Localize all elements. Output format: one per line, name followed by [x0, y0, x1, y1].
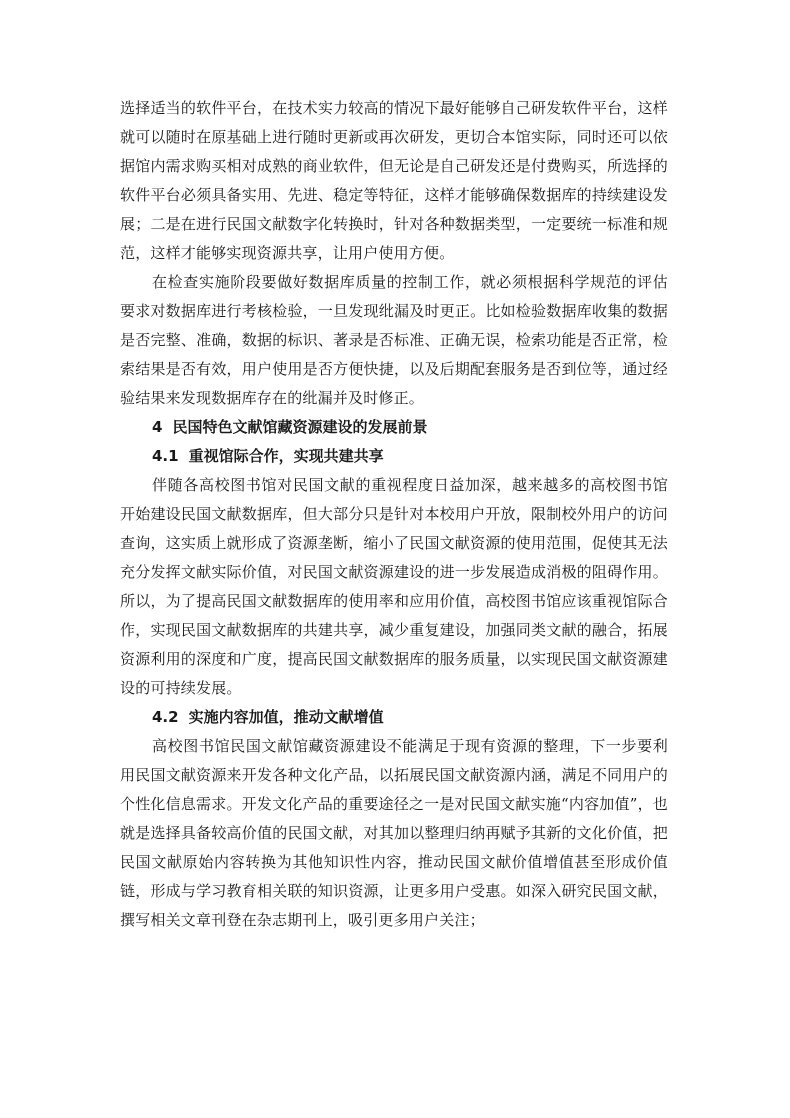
subsection-number: 4.1: [152, 447, 179, 465]
subsection-title: 实施内容加值，推动文献增值: [188, 708, 384, 726]
section-number: 4: [152, 418, 163, 436]
subsection-heading-4-2: [120, 703, 668, 732]
subsection-number: 4.2: [152, 708, 179, 726]
subsection-title: 重视馆际合作，实现共建共享: [188, 447, 384, 465]
page-content: [120, 94, 668, 935]
paragraph-quality-control: 在检查实施阶段要做好数据库质量的控制工作，就必须根据科学规范的评估要求对数据库进行考核检验，一旦发现纰漏及时更正。比如检验数据库收集的数据是否完整、准确，数据的标识、著录是否标准、正确无误，检索功能是否正常，检索结果是否有效，用户使用是否方便快捷，以及后期配套服务是否到位等，通过经验结果来发现数据库存在的纰漏并及时修正。: [120, 273, 668, 407]
paragraph-content-value-added: 高校图书馆民国文献馆藏资源建设不能满足于现有资源的整理，下一步要利用民国文献资源来开发各种文化产品，以拓展民国文献资源内涵，满足不同用户的个性化信息需求。开发文化产品的重要途径之一是对民国文献实施“内容加值”，也就是选择具备较高价值的民国文献，对其加以整理归纳再赋予其新的文化价值，把民国文献原始内容转换为其他知识性内容，推动民国文献价值增值甚至形成价值链，形成与学习教育相关联的知识资源，让更多用户受惠。如深入研究民国文献，撰写相关文章刊登在杂志期刊上，吸引更多用户关注；: [120, 737, 668, 929]
subsection-heading-4-1: [120, 442, 668, 471]
section-title: 民国特色文献馆藏资源建设的发展前景: [172, 418, 428, 436]
paragraph-library-cooperation: 伴随各高校图书馆对民国文献的重视程度日益加深，越来越多的高校图书馆开始建设民国文献数据库，但大部分只是针对本校用户开放，限制校外用户的访问查询，这实质上就形成了资源垄断，缩小了民国文献资源的使用范围，促使其无法充分发挥文献实际价值，对民国文献资源建设的进一步发展造成消极的阻碍作用。所以，为了提高民国文献数据库的使用率和应用价值，高校图书馆应该重视馆际合作，实现民国文献数据库的共建共享，减少重复建设，加强同类文献的融合，拓展资源利用的深度和广度，提高民国文献数据库的服务质量，以实现民国文献资源建设的可持续发展。: [120, 476, 668, 697]
section-heading-4: [120, 413, 668, 442]
paragraph-software-platform: 选择适当的软件平台，在技术实力较高的情况下最好能够自己研发软件平台，这样就可以随时在原基础上进行随时更新或再次研发，更切合本馆实际，同时还可以依据馆内需求购买相对成熟的商业软件，但无论是自己研发还是付费购买，所选择的软件平台必须具备实用、先进、稳定等特征，这样才能够确保数据库的持续建设发展；二是在进行民国文献数字化转换时，针对各种数据类型，一定要统一标准和规范，这样才能够实现资源共享，让用户使用方便。: [120, 99, 668, 262]
